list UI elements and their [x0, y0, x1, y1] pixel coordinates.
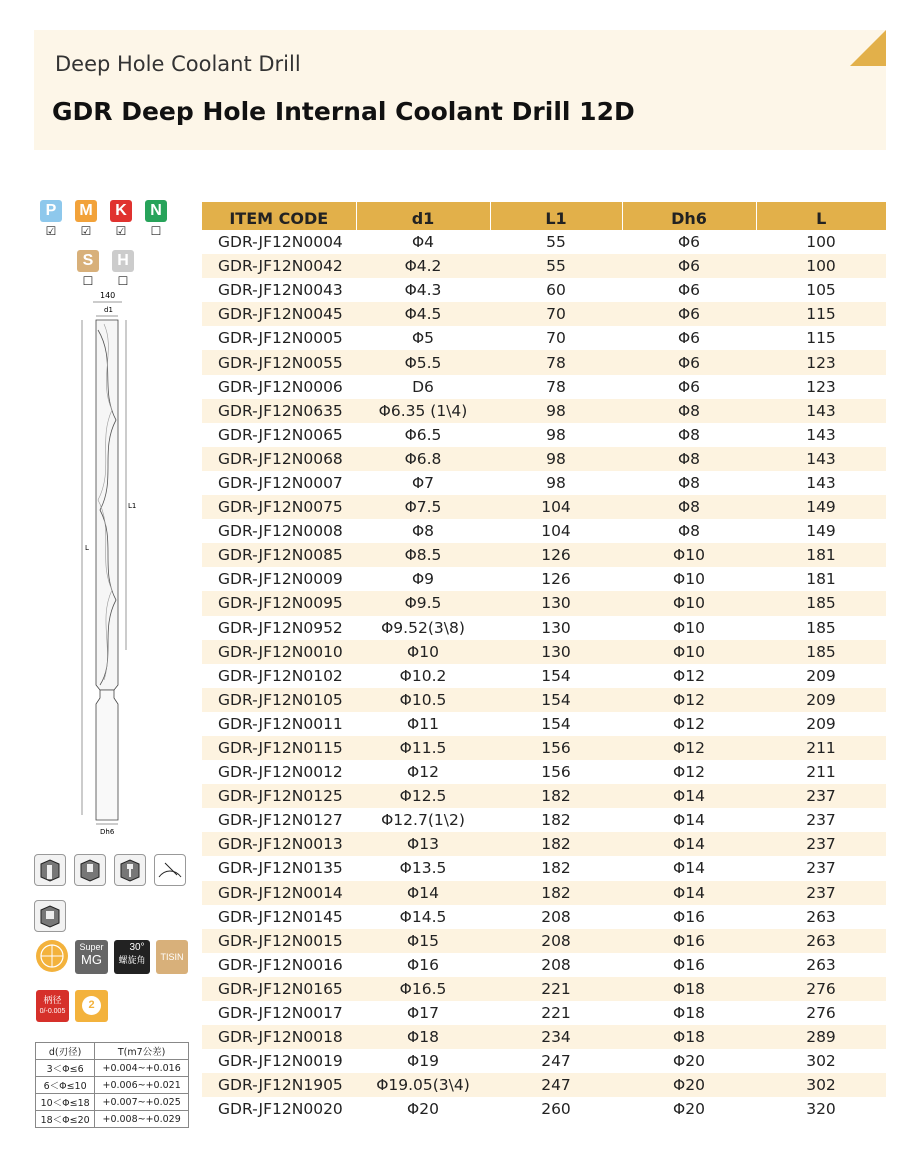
- cell-d1: Φ16: [407, 955, 439, 974]
- table-row: [202, 1049, 886, 1073]
- cell-dh6: Φ16: [673, 907, 705, 926]
- cell-dh6: Φ8: [677, 473, 701, 492]
- product-table: [202, 202, 886, 1121]
- cell-l1: 98: [490, 399, 622, 423]
- cell-d1: Φ9.5: [356, 591, 490, 615]
- cell-l1: 234: [490, 1025, 622, 1049]
- cell-dh6: Φ12: [622, 688, 756, 712]
- cell-dh6: Φ6: [622, 302, 756, 326]
- table-row: [202, 808, 886, 832]
- cell-d1: Φ14.5: [399, 907, 447, 926]
- iso-badge-n: N: [145, 200, 167, 222]
- cell-item-code: GDR-JF12N0135: [218, 859, 343, 878]
- header-item-code: ITEM CODE: [202, 202, 356, 230]
- cell-d1: Φ9: [411, 570, 435, 589]
- cell-l1: 247: [490, 1073, 622, 1097]
- table-row: [202, 881, 886, 905]
- cell-l: 123: [806, 377, 836, 396]
- cell-l1: 70: [490, 302, 622, 326]
- iso-badge-h: H: [112, 250, 134, 272]
- cell-d1: Φ6.8: [356, 447, 490, 471]
- drill-drawing: [60, 290, 160, 840]
- cell-dh6: Φ10: [673, 618, 705, 637]
- cell-l: 209: [806, 714, 836, 733]
- table-row: [202, 664, 886, 688]
- cell-item-code: GDR-JF12N0095: [202, 591, 356, 615]
- tolerance-table: [35, 1042, 189, 1128]
- header-l: L: [756, 202, 886, 230]
- cell-item-code: GDR-JF12N0952: [218, 618, 343, 637]
- cell-l1: 55: [490, 254, 622, 278]
- cell-item-code: GDR-JF12N0145: [218, 907, 343, 926]
- cell-l1: 154: [541, 714, 571, 733]
- cell-l: 143: [806, 425, 836, 444]
- iso-check-s: ☐: [82, 274, 94, 288]
- cell-dh6: Φ10: [622, 640, 756, 664]
- shank-tolerance-badge: [36, 990, 69, 1022]
- cell-d1: Φ6.5: [404, 425, 442, 444]
- table-row: [202, 423, 886, 447]
- tol-header-t: T(m7公差): [95, 1043, 189, 1060]
- table-row: [202, 977, 886, 1001]
- table-row: [202, 471, 886, 495]
- cell-l1: 156: [490, 736, 622, 760]
- table-row: [202, 784, 886, 808]
- table-row: [202, 1001, 886, 1025]
- cell-item-code: GDR-JF12N0127: [218, 811, 343, 830]
- cell-item-code: GDR-JF12N0005: [218, 329, 343, 348]
- cell-l: 100: [806, 233, 836, 252]
- cell-item-code: GDR-JF12N0016: [218, 955, 343, 974]
- cell-l1: 247: [541, 1052, 571, 1071]
- cell-dh6: Φ18: [622, 977, 756, 1001]
- cell-dh6: Φ6: [677, 329, 701, 348]
- cell-item-code: GDR-JF12N0011: [218, 714, 343, 733]
- cell-l1: 130: [490, 591, 622, 615]
- cell-d1: Φ5: [411, 329, 435, 348]
- cell-item-code: GDR-JF12N0007: [218, 473, 343, 492]
- table-row: [202, 616, 886, 640]
- table-row: [202, 519, 886, 543]
- blind-hole-icon: [74, 854, 106, 886]
- cell-d1: Φ14: [356, 881, 490, 905]
- tol-cell: +0.004~+0.016: [95, 1060, 189, 1077]
- helix-cn-label: 螺旋角: [118, 956, 146, 966]
- cell-l1: 182: [541, 859, 571, 878]
- cell-l: 263: [806, 955, 836, 974]
- header-dh6: Dh6: [622, 202, 756, 230]
- cell-l: 115: [756, 302, 886, 326]
- cell-d1: Φ8.5: [356, 543, 490, 567]
- cell-d1: Φ11: [407, 714, 439, 733]
- cell-l: 185: [756, 640, 886, 664]
- cell-l: 237: [756, 832, 886, 856]
- cell-item-code: GDR-JF12N0010: [202, 640, 356, 664]
- iso-check-h: ☐: [117, 274, 129, 288]
- corner-ribbon-icon: [848, 30, 886, 68]
- cell-dh6: Φ16: [622, 929, 756, 953]
- cell-d1: Φ16.5: [356, 977, 490, 1001]
- cell-dh6: Φ20: [673, 1052, 705, 1071]
- cell-d1: Φ5.5: [356, 350, 490, 374]
- table-row: [202, 543, 886, 567]
- iso-badge-k: K: [110, 200, 132, 222]
- cell-l: 237: [756, 881, 886, 905]
- cell-dh6: Φ8: [622, 495, 756, 519]
- cell-l1: 182: [490, 784, 622, 808]
- coating-badge: TISIN: [156, 940, 188, 974]
- through-hole-icon: [34, 854, 66, 886]
- angle-label: 140: [100, 291, 116, 300]
- cell-d1: Φ15: [356, 929, 490, 953]
- dh6-label: Dh6: [100, 828, 115, 836]
- header-l1: L1: [490, 202, 622, 230]
- cell-dh6: Φ20: [673, 1100, 705, 1119]
- cell-item-code: GDR-JF12N0105: [202, 688, 356, 712]
- cell-l: 149: [756, 495, 886, 519]
- iso-badge-p: P: [40, 200, 62, 222]
- cell-dh6: Φ12: [622, 736, 756, 760]
- cell-l1: 208: [541, 955, 571, 974]
- cell-d1: Φ17: [407, 1004, 439, 1023]
- cell-d1: Φ13: [356, 832, 490, 856]
- cell-item-code: GDR-JF12N0013: [202, 832, 356, 856]
- table-row: [202, 1097, 886, 1121]
- cell-d1: Φ8: [411, 522, 435, 541]
- cell-d1: Φ9.52(3\8): [381, 618, 465, 637]
- cell-item-code: GDR-JF12N0115: [202, 736, 356, 760]
- cell-l1: 98: [490, 447, 622, 471]
- cell-l1: 126: [490, 543, 622, 567]
- cell-l: 237: [756, 784, 886, 808]
- table-row: [202, 905, 886, 929]
- cell-d1: Φ19.05(3\4): [356, 1073, 490, 1097]
- cell-l: 149: [806, 522, 836, 541]
- table-row: [202, 856, 886, 880]
- cell-item-code: GDR-JF12N1905: [202, 1073, 356, 1097]
- helix-angle-badge: [114, 940, 150, 974]
- l1-label: L1: [128, 502, 137, 510]
- cell-dh6: Φ20: [622, 1073, 756, 1097]
- page-subtitle: Deep Hole Coolant Drill: [55, 52, 301, 76]
- cell-dh6: Φ6: [622, 254, 756, 278]
- cell-l: 185: [806, 618, 836, 637]
- super-mg-badge: [75, 940, 108, 974]
- cell-l: 143: [756, 447, 886, 471]
- cell-d1: Φ18: [356, 1025, 490, 1049]
- cell-item-code: GDR-JF12N0019: [218, 1052, 343, 1071]
- cell-item-code: GDR-JF12N0102: [218, 666, 343, 685]
- cell-dh6: Φ14: [622, 832, 756, 856]
- cell-dh6: Φ6: [622, 350, 756, 374]
- cell-d1: Φ20: [407, 1100, 439, 1119]
- cell-l: 181: [756, 543, 886, 567]
- table-row: [202, 832, 886, 856]
- cell-l1: 154: [490, 688, 622, 712]
- cell-dh6: Φ10: [622, 591, 756, 615]
- d1-label: d1: [104, 306, 113, 314]
- iso-check-p: ☑: [45, 224, 57, 238]
- cell-dh6: Φ6: [677, 377, 701, 396]
- cell-l: 123: [756, 350, 886, 374]
- table-row: [202, 1073, 886, 1097]
- cell-l: 100: [756, 254, 886, 278]
- table-row: [202, 1025, 886, 1049]
- iso-check-k: ☑: [115, 224, 127, 238]
- flutes-count: 2: [82, 996, 101, 1015]
- cell-d1: Φ19: [407, 1052, 439, 1071]
- cell-l1: 208: [541, 907, 571, 926]
- cell-item-code: GDR-JF12N0085: [202, 543, 356, 567]
- cell-dh6: Φ12: [673, 763, 705, 782]
- cell-dh6: Φ8: [677, 522, 701, 541]
- cell-l1: 221: [490, 977, 622, 1001]
- table-row: [202, 640, 886, 664]
- tol-cell: 3＜Φ≤6: [36, 1060, 95, 1077]
- cell-dh6: Φ14: [622, 881, 756, 905]
- angled-drilling-icon: [154, 854, 186, 886]
- cell-l: 185: [756, 591, 886, 615]
- cell-item-code: GDR-JF12N0043: [218, 281, 343, 300]
- cell-item-code: GDR-JF12N0009: [218, 570, 343, 589]
- cell-l: 237: [806, 811, 836, 830]
- cell-l: 209: [806, 666, 836, 685]
- table-row: [202, 350, 886, 374]
- cell-l: 302: [806, 1052, 836, 1071]
- cell-item-code: GDR-JF12N0004: [218, 233, 343, 252]
- cell-l: 181: [806, 570, 836, 589]
- table-row: [202, 567, 886, 591]
- cell-dh6: Φ14: [673, 811, 705, 830]
- cell-l1: 156: [541, 763, 571, 782]
- cell-dh6: Φ14: [673, 859, 705, 878]
- cell-l1: 182: [490, 881, 622, 905]
- cell-dh6: Φ18: [673, 1004, 705, 1023]
- iso-check-n: ☐: [150, 224, 162, 238]
- table-row: [202, 375, 886, 399]
- cell-l: 105: [806, 281, 836, 300]
- tol-cell: 18＜Φ≤20: [36, 1111, 95, 1128]
- cell-d1: Φ13.5: [399, 859, 447, 878]
- cell-item-code: GDR-JF12N0075: [202, 495, 356, 519]
- table-row: [202, 254, 886, 278]
- tol-cell: 6＜Φ≤10: [36, 1077, 95, 1094]
- table-row: [202, 278, 886, 302]
- table-row: [202, 302, 886, 326]
- cell-l1: 55: [546, 233, 566, 252]
- table-row: [202, 591, 886, 615]
- cell-dh6: Φ8: [622, 399, 756, 423]
- tol-cell: +0.008~+0.029: [95, 1111, 189, 1128]
- cell-l1: 126: [541, 570, 571, 589]
- cell-dh6: Φ10: [622, 543, 756, 567]
- cell-l1: 221: [541, 1004, 571, 1023]
- flutes-badge: [75, 990, 108, 1022]
- cell-item-code: GDR-JF12N0055: [202, 350, 356, 374]
- cell-dh6: Φ12: [673, 714, 705, 733]
- cell-d1: Φ4.3: [404, 281, 442, 300]
- cell-l1: 208: [490, 929, 622, 953]
- cell-dh6: Φ12: [673, 666, 705, 685]
- table-row: [202, 736, 886, 760]
- cell-l1: 98: [546, 425, 566, 444]
- cell-item-code: GDR-JF12N0635: [202, 399, 356, 423]
- header-d1: d1: [356, 202, 490, 230]
- cell-l1: 70: [546, 329, 566, 348]
- cell-l: 115: [806, 329, 836, 348]
- cell-l: 237: [806, 859, 836, 878]
- iso-check-m: ☑: [80, 224, 92, 238]
- precision-icon: [36, 940, 68, 972]
- cell-l: 209: [756, 688, 886, 712]
- cell-d1: Φ4.5: [356, 302, 490, 326]
- cell-d1: D6: [412, 377, 434, 396]
- table-row: [202, 495, 886, 519]
- cell-dh6: Φ14: [622, 784, 756, 808]
- tol-header-d: d(刃径): [36, 1043, 95, 1060]
- cell-d1: Φ4: [411, 233, 435, 252]
- cell-l1: 104: [490, 495, 622, 519]
- cell-d1: Φ10.5: [356, 688, 490, 712]
- cell-l1: 154: [541, 666, 571, 685]
- cell-item-code: GDR-JF12N0006: [218, 377, 343, 396]
- cell-l1: 182: [490, 832, 622, 856]
- table-row: [202, 929, 886, 953]
- cell-item-code: GDR-JF12N0015: [202, 929, 356, 953]
- cell-l: 302: [756, 1073, 886, 1097]
- table-row: [202, 399, 886, 423]
- cell-dh6: Φ8: [622, 447, 756, 471]
- cell-l1: 98: [546, 473, 566, 492]
- page-header: [34, 30, 886, 150]
- mg-label: MG: [81, 952, 102, 967]
- cell-dh6: Φ16: [673, 955, 705, 974]
- cell-d1: Φ7.5: [356, 495, 490, 519]
- cell-l: 143: [756, 399, 886, 423]
- cell-item-code: GDR-JF12N0014: [202, 881, 356, 905]
- cell-l1: 130: [490, 640, 622, 664]
- tol-cell: 10＜Φ≤18: [36, 1094, 95, 1111]
- iso-badge-m: M: [75, 200, 97, 222]
- cell-l1: 78: [490, 350, 622, 374]
- table-row: [202, 712, 886, 736]
- cell-l1: 182: [541, 811, 571, 830]
- cell-l: 320: [806, 1100, 836, 1119]
- table-row: [202, 230, 886, 254]
- cell-l: 263: [756, 929, 886, 953]
- cell-l1: 130: [541, 618, 571, 637]
- cell-d1: Φ12.7(1\2): [381, 811, 465, 830]
- cell-l: 263: [806, 907, 836, 926]
- cell-item-code: GDR-JF12N0018: [202, 1025, 356, 1049]
- cell-item-code: GDR-JF12N0045: [202, 302, 356, 326]
- cell-d1: Φ4.2: [356, 254, 490, 278]
- cell-dh6: Φ6: [677, 233, 701, 252]
- tol-cell: +0.006~+0.021: [95, 1077, 189, 1094]
- cell-l1: 104: [541, 522, 571, 541]
- cell-l: 211: [806, 763, 836, 782]
- cell-dh6: Φ18: [622, 1025, 756, 1049]
- cell-d1: Φ6.35 (1\4): [356, 399, 490, 423]
- coolant-hole-icon: [34, 900, 66, 932]
- table-header-row: [202, 202, 886, 230]
- page-title: GDR Deep Hole Internal Coolant Drill 12D: [52, 97, 635, 126]
- cell-l1: 60: [546, 281, 566, 300]
- l-label: L: [85, 544, 89, 552]
- iso-badge-s: S: [77, 250, 99, 272]
- step-hole-icon: [114, 854, 146, 886]
- cell-d1: Φ12: [407, 763, 439, 782]
- cell-d1: Φ10: [356, 640, 490, 664]
- table-row: [202, 953, 886, 977]
- cell-l: 289: [756, 1025, 886, 1049]
- cell-d1: Φ7: [411, 473, 435, 492]
- super-label: Super: [79, 942, 104, 952]
- cell-item-code: GDR-JF12N0068: [202, 447, 356, 471]
- cell-item-code: GDR-JF12N0065: [218, 425, 343, 444]
- cell-item-code: GDR-JF12N0020: [218, 1100, 343, 1119]
- cell-item-code: GDR-JF12N0017: [218, 1004, 343, 1023]
- cell-dh6: Φ8: [677, 425, 701, 444]
- tol-cell: +0.007~+0.025: [95, 1094, 189, 1111]
- cell-l1: 260: [541, 1100, 571, 1119]
- cell-l: 276: [756, 977, 886, 1001]
- cell-item-code: GDR-JF12N0008: [218, 522, 343, 541]
- table-row: [202, 760, 886, 784]
- cell-item-code: GDR-JF12N0012: [218, 763, 343, 782]
- cell-l1: 78: [546, 377, 566, 396]
- cell-item-code: GDR-JF12N0165: [202, 977, 356, 1001]
- shank-tol-label: 0/-0.005: [39, 1008, 66, 1015]
- cell-l: 211: [756, 736, 886, 760]
- helix-degree-label: 30°: [129, 942, 145, 953]
- shank-cn-label: 柄径: [43, 996, 62, 1006]
- cell-dh6: Φ6: [677, 281, 701, 300]
- cell-item-code: GDR-JF12N0042: [202, 254, 356, 278]
- cell-d1: Φ10.2: [399, 666, 447, 685]
- cell-d1: Φ12.5: [356, 784, 490, 808]
- cell-d1: Φ11.5: [356, 736, 490, 760]
- cell-item-code: GDR-JF12N0125: [202, 784, 356, 808]
- cell-l: 276: [806, 1004, 836, 1023]
- table-row: [202, 447, 886, 471]
- table-row: [202, 688, 886, 712]
- table-row: [202, 326, 886, 350]
- cell-dh6: Φ10: [673, 570, 705, 589]
- cell-l: 143: [806, 473, 836, 492]
- table-body: [202, 230, 886, 1121]
